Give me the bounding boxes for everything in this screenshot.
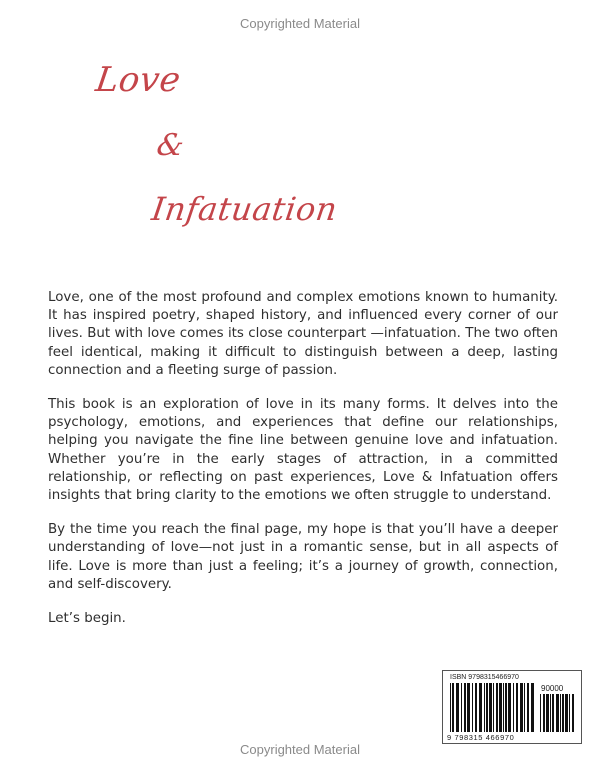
paragraph: By the time you reach the final page, my hope is that you’ll have a deeper understanding of love—not just in a romantic sense, but in all aspects of life. Love is more than just a feeling; it’s a journey of growth, connection, and self-discovery. <box>48 522 558 592</box>
back-cover-text <box>48 289 558 644</box>
barcode-bar <box>527 683 529 732</box>
isbn-barcode <box>442 670 582 744</box>
barcode-bar <box>552 694 554 732</box>
barcode-bar <box>556 694 559 732</box>
barcode-bar <box>464 683 466 732</box>
barcode-bar <box>479 683 482 732</box>
barcode-bar <box>546 694 549 732</box>
barcode-bar <box>565 694 568 732</box>
barcode-bar <box>516 683 518 732</box>
barcode-bar <box>475 683 477 732</box>
barcode-bar <box>572 694 574 732</box>
barcode-bar <box>484 683 485 732</box>
barcode-bar <box>550 694 551 732</box>
barcode-bar <box>531 683 534 732</box>
barcode-digits: 9 798315 466970 <box>447 733 515 742</box>
barcode-bar <box>489 683 492 732</box>
barcode-bar <box>524 683 525 732</box>
barcode-bar <box>493 683 494 732</box>
barcode-bar <box>496 683 498 732</box>
paragraph: Let’s begin. <box>48 611 126 627</box>
barcode-bar <box>540 694 541 732</box>
barcode-bar <box>452 683 454 732</box>
price-code: 90000 <box>541 684 564 693</box>
barcode-bar <box>569 694 570 732</box>
barcode-bar <box>486 683 488 732</box>
barcode-bar <box>543 694 545 732</box>
title-love: Love <box>93 60 184 100</box>
barcode-bar <box>505 683 507 732</box>
watermark-top: Copyrighted Material <box>240 16 360 31</box>
barcode-bar <box>503 683 504 732</box>
barcode-bar <box>461 683 462 732</box>
barcode-bar <box>450 683 451 732</box>
watermark-bottom: Copyrighted Material <box>240 742 360 757</box>
barcode-bar <box>467 683 470 732</box>
barcode-bar <box>560 694 561 732</box>
barcode-bar <box>562 694 564 732</box>
paragraph: Love, one of the most profound and complex emotions known to humanity. It has inspired poetry, shaped history, and influenced every corner of our lives. But with love comes its close counterpart —infatuation. The two often feel identical, making it difficult to distinguish between a deep, lasting connection and a fleeting surge of passion. <box>48 290 558 378</box>
barcode-bar <box>520 683 523 732</box>
barcode-bar <box>508 683 511 732</box>
barcode-bar <box>472 683 473 732</box>
barcode-bar <box>499 683 502 732</box>
barcode-bar <box>513 683 514 732</box>
isbn-label: ISBN 9798315466970 <box>450 674 519 681</box>
title-ampersand: & <box>154 128 187 163</box>
paragraph: This book is an exploration of love in its many forms. It delves into the psychology, emotions, and experiences that define our relationships, helping you navigate the fine line between genuine love and infatuation. Whether you’re in the early stages of attraction, in a committed relationship, or reflecting on past experiences, Love & Infatuation offers insights that bring clarity to the emotions we often struggle to understand. <box>48 397 558 504</box>
title-infatuation: Infatuation <box>149 190 340 228</box>
barcode-bar <box>456 683 459 732</box>
